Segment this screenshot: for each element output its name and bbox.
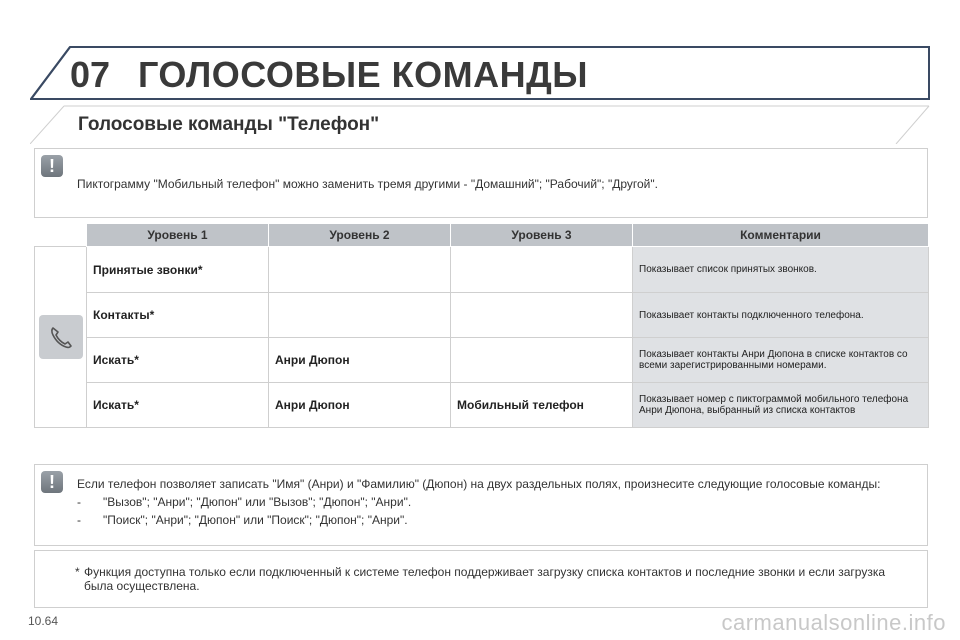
list-item — [77, 513, 907, 527]
table-row — [35, 383, 929, 428]
cell-comment: Показывает контакты подключенного телефона. — [633, 293, 929, 338]
cell-level-1: Контакты* — [87, 293, 269, 338]
cell-level-2 — [269, 247, 451, 293]
note-intro: Если телефон позволяет записать "Имя" (Анри) и "Фамилию" (Дюпон) на двух раздельных полях, произнесите следующие голосовые команды: — [77, 477, 881, 491]
table-header-row — [35, 224, 929, 247]
cell-level-3 — [451, 338, 633, 383]
bullet-text: "Вызов"; "Анри"; "Дюпон" или "Вызов"; "Дюпон"; "Анри". — [103, 495, 412, 509]
table-row — [35, 293, 929, 338]
list-item — [77, 495, 907, 509]
cell-level-2 — [269, 293, 451, 338]
header-level-1: Уровень 1 — [87, 224, 269, 247]
watermark: carmanualsonline.info — [721, 610, 946, 635]
cell-level-3: Мобильный телефон — [451, 383, 633, 428]
table-row — [35, 247, 929, 293]
cell-level-1: Принятые звонки* — [87, 247, 269, 293]
page-number: 10.64 — [28, 614, 59, 628]
note-box-pictogram — [34, 148, 928, 218]
table-row — [35, 338, 929, 383]
cell-comment: Показывает контакты Анри Дюпона в списке контактов со всеми зарегистрированными номерами. — [633, 338, 929, 383]
cell-level-1: Искать* — [87, 383, 269, 428]
cell-level-3 — [451, 247, 633, 293]
chapter-number: 07 — [70, 54, 111, 95]
header-level-3: Уровень 3 — [451, 224, 633, 247]
cell-comment: Показывает номер с пиктограммой мобильного телефона Анри Дюпона, выбранный из списка контактов — [633, 383, 929, 428]
voice-commands-table — [34, 223, 929, 428]
footnote-box — [34, 550, 928, 608]
bullet-text: "Поиск"; "Анри"; "Дюпон" или "Поиск"; "Дюпон"; "Анри". — [103, 513, 408, 527]
cell-comment: Показывает список принятых звонков. — [633, 247, 929, 293]
cell-level-1: Искать* — [87, 338, 269, 383]
footnote-text: Функция доступна только если подключенный к системе телефон поддерживает загрузку списка контактов и последние звонки и если загрузка была осуществлена. — [84, 565, 886, 593]
footnote — [75, 565, 915, 593]
phone-icon-cell — [35, 247, 87, 428]
section-title: Голосовые команды "Телефон" — [78, 114, 380, 135]
cell-level-2: Анри Дюпон — [269, 338, 451, 383]
bullet-dash: - — [77, 495, 81, 509]
note-box-name-fields — [34, 464, 928, 546]
phone-icon — [39, 315, 83, 359]
note-pictogram-text: Пиктограмму "Мобильный телефон" можно заменить тремя другими - "Домашний"; "Рабочий"; "Другой". — [77, 177, 658, 191]
header-level-2: Уровень 2 — [269, 224, 451, 247]
warning-icon: ! — [41, 471, 63, 493]
note-name-fields — [77, 477, 907, 527]
bullet-dash: - — [77, 513, 81, 527]
chapter-title: ГОЛОСОВЫЕ КОМАНДЫ — [138, 54, 589, 95]
warning-icon: ! — [41, 155, 63, 177]
header-comments: Комментарии — [633, 224, 929, 247]
table-header-blank — [35, 224, 87, 247]
footnote-mark: * — [75, 565, 80, 579]
cell-level-2: Анри Дюпон — [269, 383, 451, 428]
cell-level-3 — [451, 293, 633, 338]
